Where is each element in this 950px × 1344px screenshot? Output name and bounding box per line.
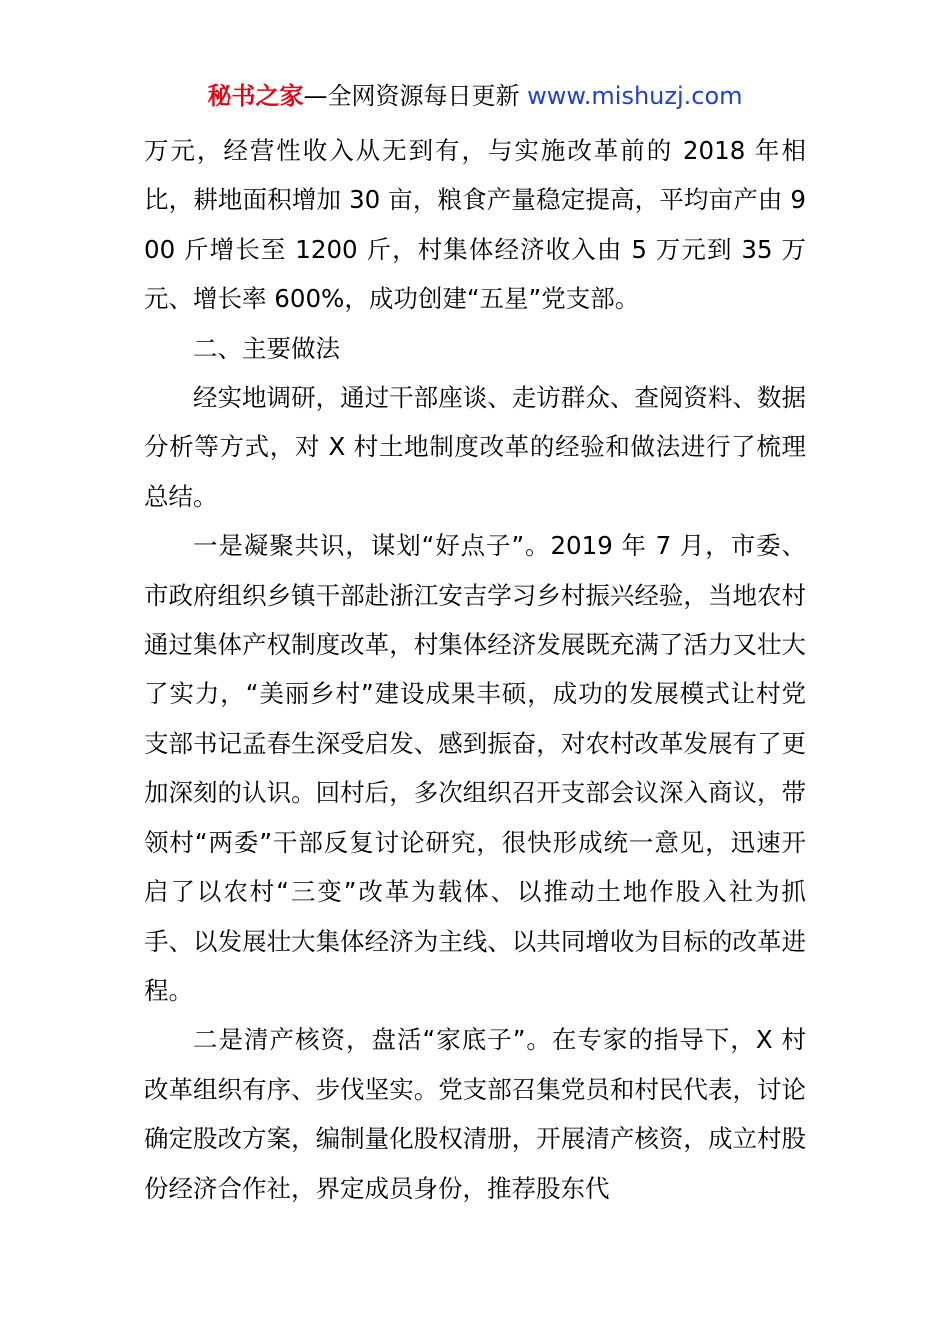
site-tagline: —全网资源每日更新 (303, 82, 520, 110)
document-body (144, 126, 806, 1213)
paragraph-intro: 经实地调研，通过干部座谈、走访群众、查阅资料、数据分析等方式，对 X 村土地制度改革的经验和做法进行了梳理总结。 (144, 383, 806, 511)
paragraph-continuation: 万元，经营性收入从无到有，与实施改革前的 2018 年相比，耕地面积增加 30 亩，粮食产量稳定提高，平均亩产由 900 斤增长至 1200 斤，村集体经济收入由 5 万元到 35 万元、增长率 600%，成功创建“五星”党支部。 (144, 136, 806, 314)
site-url-link[interactable]: www.mishuzj.com (527, 82, 743, 110)
paragraph-point-two: 二是清产核资，盘活“家底子”。在专家的指导下，X 村改革组织有序、步伐坚实。党支部召集党员和村民代表，讨论确定股改方案，编制量化股权清册，开展清产核资，成立村股份经济合作社，界定成员身份，推荐股东代 (144, 1025, 806, 1203)
section-heading: 二、主要做法 (193, 333, 340, 363)
site-header (0, 80, 950, 112)
paragraph-point-one: 一是凝聚共识，谋划“好点子”。2019 年 7 月，市委、市政府组织乡镇干部赴浙江安吉学习乡村振兴经验，当地农村通过集体产权制度改革，村集体经济发展既充满了活力又壮大了实力，“美丽乡村”建设成果丰硕，成功的发展模式让村党支部书记孟春生深受启发、感到振奋，对农村改革发展有了更加深刻的认识。回村后，多次组织召开支部会议深入商议，带领村“两委”干部反复讨论研究，很快形成统一意见，迅速开启了以农村“三变”改革为载体、以推动土地作股入社为抓手、以发展壮大集体经济为主线、以共同增收为目标的改革进程。 (144, 531, 806, 1005)
site-brand: 秘书之家 (207, 82, 304, 110)
